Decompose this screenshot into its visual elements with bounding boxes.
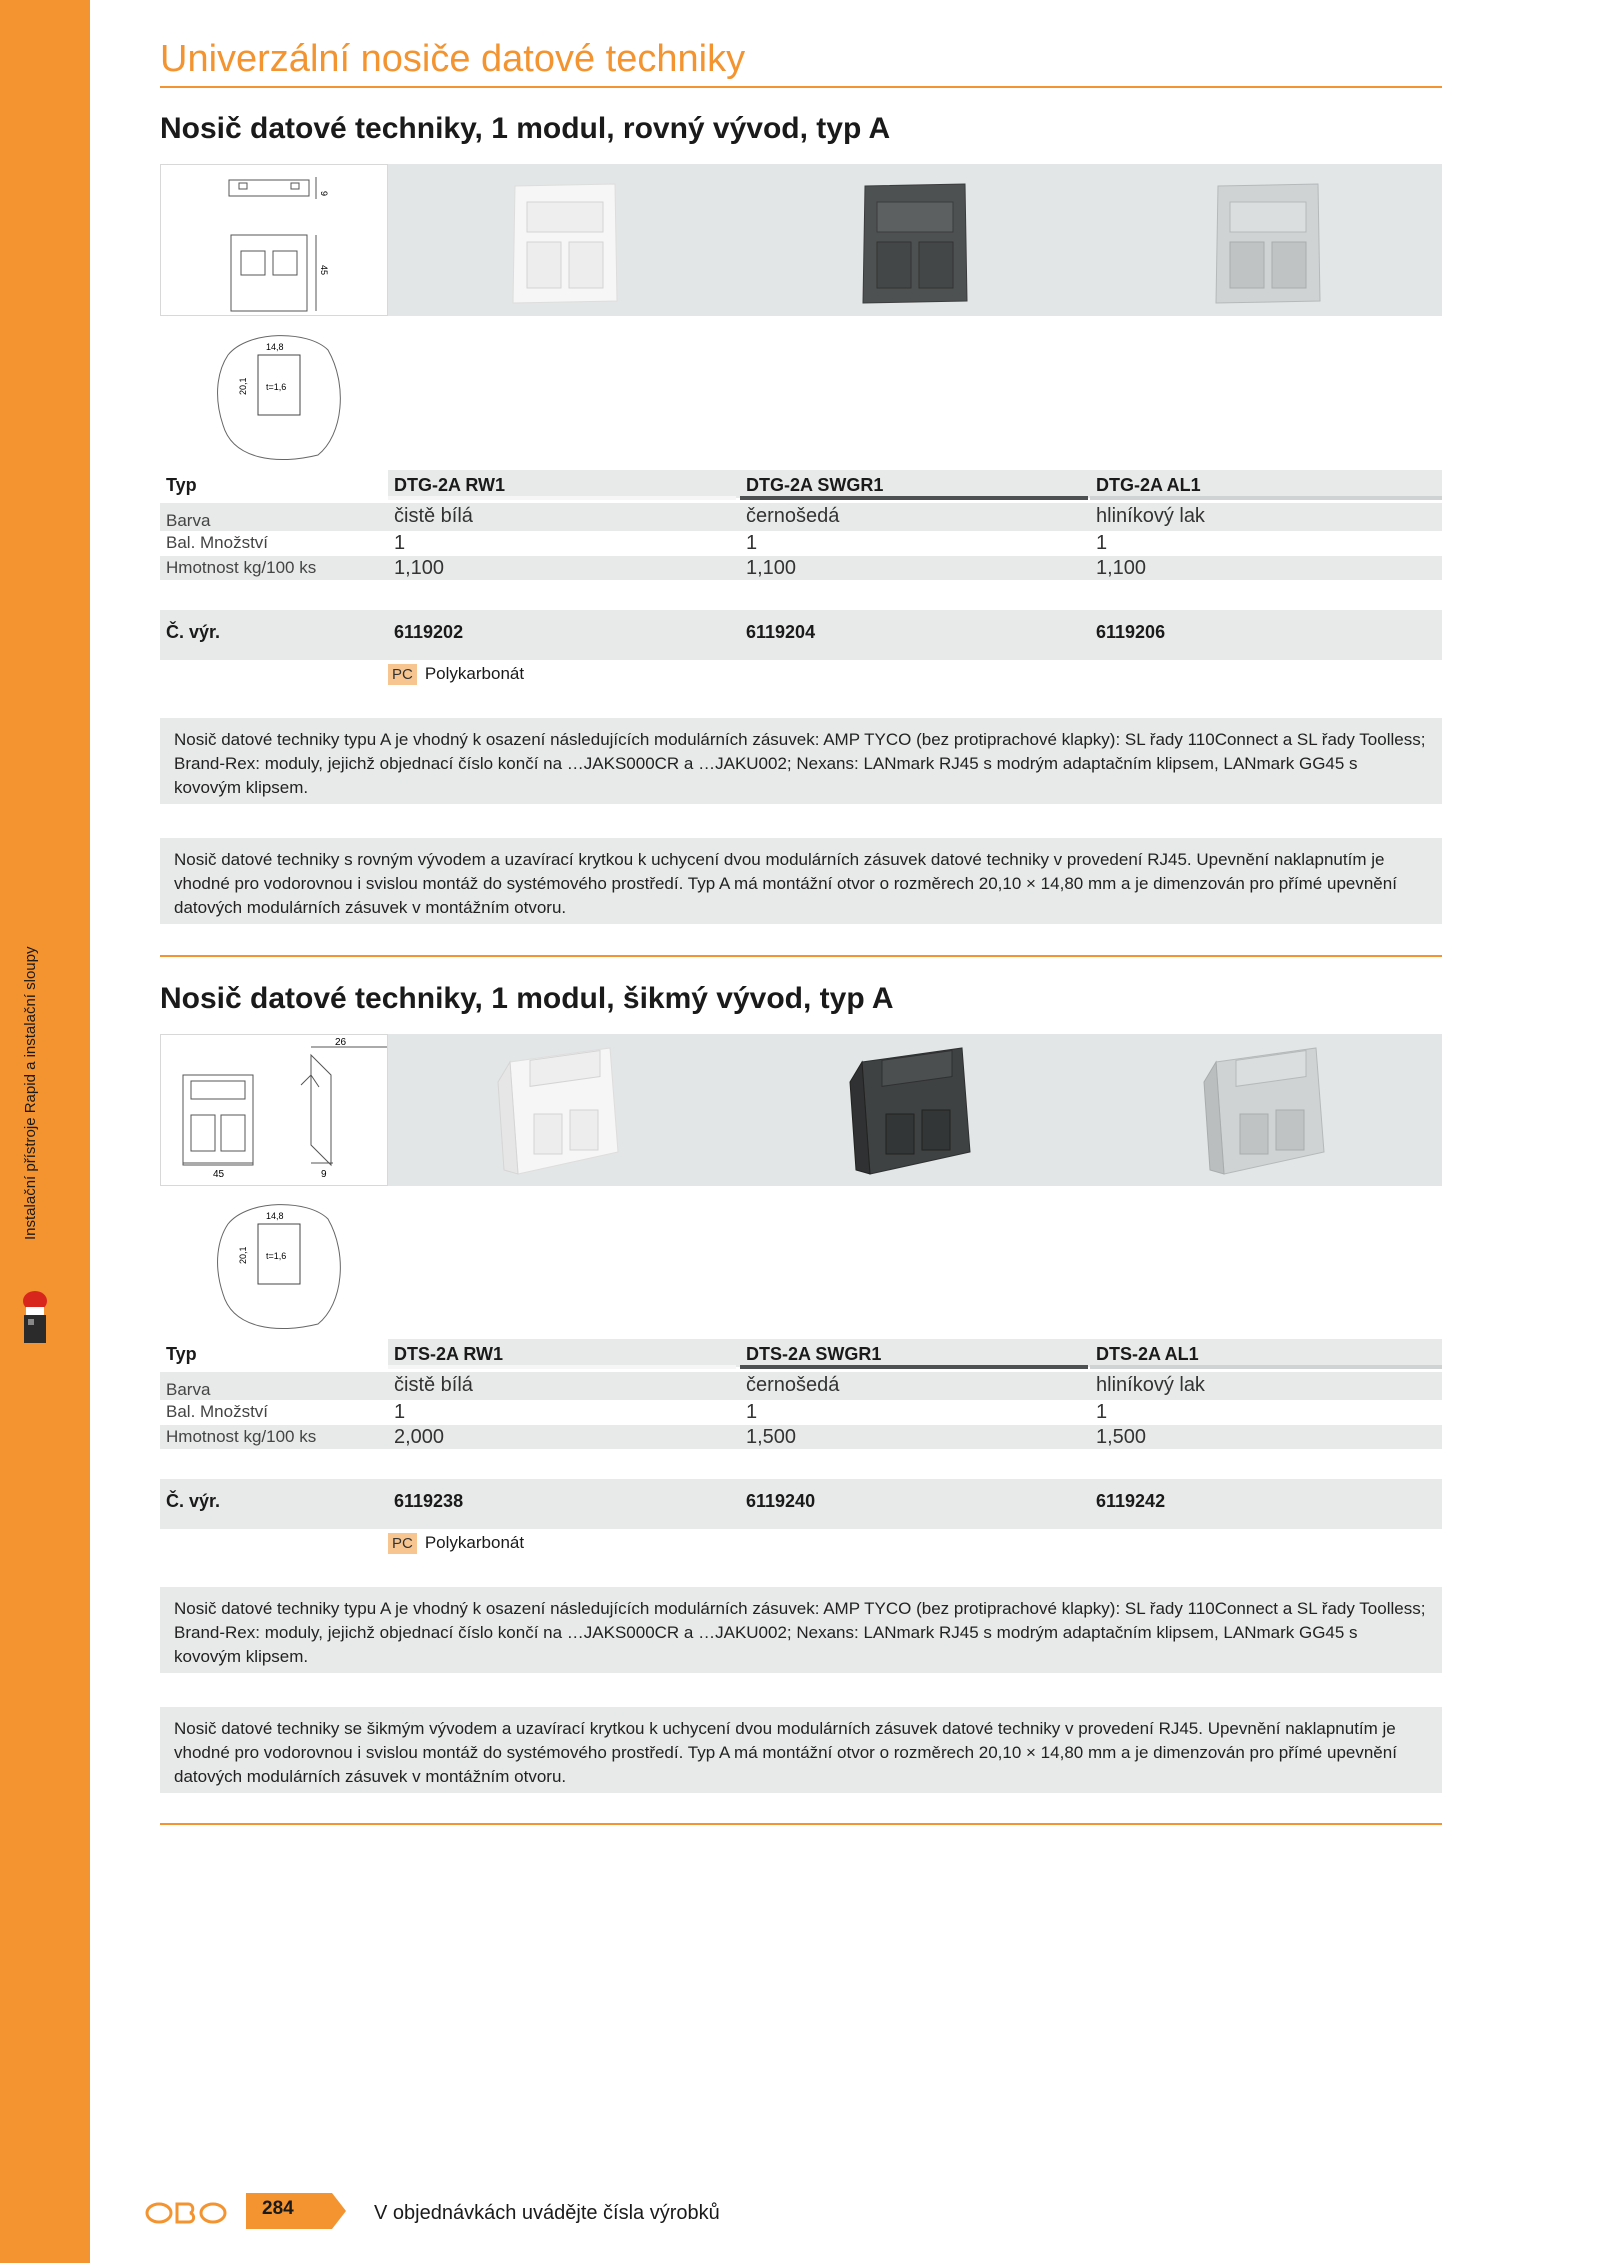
table-row bbox=[160, 503, 1442, 531]
article-label: Č. výr. bbox=[166, 622, 221, 642]
material-code-badge: PC bbox=[388, 664, 417, 685]
plate-white-image bbox=[490, 1042, 630, 1180]
swatch-white bbox=[388, 1365, 736, 1369]
article-number: 6119240 bbox=[746, 1491, 816, 1511]
article-label: Č. výr. bbox=[166, 1491, 221, 1511]
color-value: hliníkový lak bbox=[1096, 1374, 1205, 1396]
page-number-tab bbox=[246, 2193, 346, 2229]
article-number: 6119238 bbox=[394, 1491, 464, 1511]
table-row bbox=[160, 1372, 1442, 1400]
type-label: Typ bbox=[166, 1344, 197, 1364]
weight-label: Hmotnost kg/100 ks bbox=[166, 558, 317, 577]
plate-aluminium-image bbox=[1196, 1042, 1336, 1180]
swatch-dark bbox=[740, 496, 1088, 500]
cutout-width: 14,8 bbox=[266, 342, 284, 352]
swatch-dark bbox=[740, 1365, 1088, 1369]
type-col-2: DTG-2A SWGR1 bbox=[746, 475, 884, 495]
cutout-thickness: t=1,6 bbox=[266, 1251, 287, 1261]
qty-value: 1 bbox=[746, 532, 758, 554]
article-row bbox=[160, 610, 1442, 660]
section-divider bbox=[160, 1823, 1442, 1825]
table-row bbox=[160, 556, 1442, 580]
material-code-badge: PC bbox=[388, 1533, 417, 1554]
cutout-height: 20,1 bbox=[238, 377, 248, 395]
dim-depth: 26 bbox=[335, 1037, 347, 1048]
type-col-3: DTS-2A AL1 bbox=[1096, 1344, 1199, 1364]
dimension-drawing bbox=[160, 1034, 388, 1186]
dim-top-width: 9 bbox=[319, 191, 329, 197]
product-description: Nosič datové techniky se šikmým vývodem a uzavírací krytkou k uchycení dvou modulárních zásuvek datové techniky v provedení RJ45. Upevnění naklapnutím je vhodné pro vodorovnou i svislou montáž do systémového prostředí. Typ A má montážní otvor o rozměrech 20,10 × 14,80 mm a je dimenzován pro přímé upevnění datových modulárních zásuvek v montážním otvoru. bbox=[160, 1707, 1442, 1793]
qty-value: 1 bbox=[1096, 532, 1108, 554]
product-image-strip bbox=[160, 1034, 1442, 1186]
swatch-alu bbox=[1090, 496, 1442, 500]
article-number: 6119202 bbox=[394, 622, 464, 642]
type-col-1: DTG-2A RW1 bbox=[394, 475, 506, 495]
plate-aluminium-image bbox=[1208, 176, 1328, 306]
footer-text: V objednávkách uvádějte čísla výrobků bbox=[374, 2202, 720, 2224]
color-value: černošedá bbox=[746, 1374, 840, 1396]
type-col-1: DTS-2A RW1 bbox=[394, 1344, 504, 1364]
dim-bottom: 9 bbox=[321, 1169, 327, 1180]
material-name: Polykarbonát bbox=[424, 1533, 525, 1552]
table-row bbox=[160, 1425, 1442, 1449]
material-row bbox=[160, 664, 1442, 690]
dim-width: 45 bbox=[213, 1169, 225, 1180]
material-row bbox=[160, 1533, 1442, 1559]
table-row bbox=[160, 532, 1442, 554]
cutout-drawing bbox=[208, 1194, 348, 1334]
swatch-white bbox=[388, 496, 736, 500]
page-title: Univerzální nosiče datové techniky bbox=[160, 38, 746, 80]
material-name: Polykarbonát bbox=[424, 664, 525, 683]
weight-value: 1,500 bbox=[746, 1426, 797, 1448]
plate-dark-grey-image bbox=[842, 1042, 982, 1180]
type-label: Typ bbox=[166, 475, 197, 495]
section-title: Nosič datové techniky, 1 modul, šikmý vývod, typ A bbox=[160, 982, 894, 1015]
article-number: 6119206 bbox=[1096, 622, 1166, 642]
weight-value: 2,000 bbox=[394, 1426, 445, 1448]
page-number: 284 bbox=[262, 2198, 294, 2219]
table-header-row bbox=[160, 1339, 1442, 1367]
product-description: Nosič datové techniky s rovným vývodem a uzavírací krytkou k uchycení dvou modulárních zásuvek datové techniky v provedení RJ45. Upevnění naklapnutím je vhodné pro vodorovnou i svislou montáž do systémového prostředí. Typ A má montážní otvor o rozměrech 20,10 × 14,80 mm a je dimenzován pro přímé upevnění datových modulárních zásuvek v montážním otvoru. bbox=[160, 838, 1442, 924]
article-number: 6119204 bbox=[746, 622, 816, 642]
qty-value: 1 bbox=[394, 1401, 406, 1423]
sidebar-text: Instalační přístroje Rapid a instalační sloupy bbox=[22, 946, 39, 1240]
weight-label: Hmotnost kg/100 ks bbox=[166, 1427, 317, 1446]
table-row bbox=[160, 1401, 1442, 1423]
qty-value: 1 bbox=[1096, 1401, 1108, 1423]
weight-value: 1,100 bbox=[1096, 557, 1147, 579]
article-row bbox=[160, 1479, 1442, 1529]
product-image-strip bbox=[160, 164, 1442, 316]
swatch-alu bbox=[1090, 1365, 1442, 1369]
plate-white-image bbox=[505, 176, 625, 306]
color-value: čistě bílá bbox=[394, 505, 473, 527]
dim-side-height: 45 bbox=[319, 265, 329, 276]
dimension-drawing bbox=[160, 164, 388, 316]
weight-value: 1,500 bbox=[1096, 1426, 1147, 1448]
cutout-height: 20,1 bbox=[238, 1246, 248, 1264]
qty-value: 1 bbox=[394, 532, 406, 554]
qty-value: 1 bbox=[746, 1401, 758, 1423]
cutout-thickness: t=1,6 bbox=[266, 382, 287, 392]
section-title: Nosič datové techniky, 1 modul, rovný vývod, typ A bbox=[160, 112, 891, 145]
weight-value: 1,100 bbox=[746, 557, 797, 579]
section-divider bbox=[160, 955, 1442, 957]
color-value: černošedá bbox=[746, 505, 840, 527]
article-number: 6119242 bbox=[1096, 1491, 1166, 1511]
table-header-row bbox=[160, 470, 1442, 498]
qty-label: Bal. Množství bbox=[166, 533, 269, 552]
cutout-width: 14,8 bbox=[266, 1211, 284, 1221]
sidebar bbox=[0, 0, 90, 2263]
type-col-2: DTS-2A SWGR1 bbox=[746, 1344, 882, 1364]
qty-label: Bal. Množství bbox=[166, 1402, 269, 1421]
type-col-3: DTG-2A AL1 bbox=[1096, 475, 1201, 495]
rapid-column-icon bbox=[20, 1285, 50, 1347]
color-value: hliníkový lak bbox=[1096, 505, 1205, 527]
obo-logo bbox=[145, 2200, 229, 2226]
cutout-drawing bbox=[208, 325, 348, 465]
color-label: Barva bbox=[166, 511, 211, 530]
title-rule bbox=[160, 86, 1442, 88]
compatibility-text: Nosič datové techniky typu A je vhodný k osazení následujících modulárních zásuvek: AMP TYCO (bez protiprachové klapky): SL řady 110Connect a SL řady Toolless; Brand-Rex: moduly, jejichž objednací číslo končí na …JAKS000CR a …JAKU002; Nexans: LANmark RJ45 s modrým adaptačním klipsem, LANmark GG45 s kovovým klipsem. bbox=[160, 1587, 1442, 1673]
compatibility-text: Nosič datové techniky typu A je vhodný k osazení následujících modulárních zásuvek: AMP TYCO (bez protiprachové klapky): SL řady 110Connect a SL řady Toolless; Brand-Rex: moduly, jejichž objednací číslo končí na …JAKS000CR a …JAKU002; Nexans: LANmark RJ45 s modrým adaptačním klipsem, LANmark GG45 s kovovým klipsem. bbox=[160, 718, 1442, 804]
plate-dark-grey-image bbox=[855, 176, 975, 306]
weight-value: 1,100 bbox=[394, 557, 445, 579]
color-label: Barva bbox=[166, 1380, 211, 1399]
color-value: čistě bílá bbox=[394, 1374, 473, 1396]
